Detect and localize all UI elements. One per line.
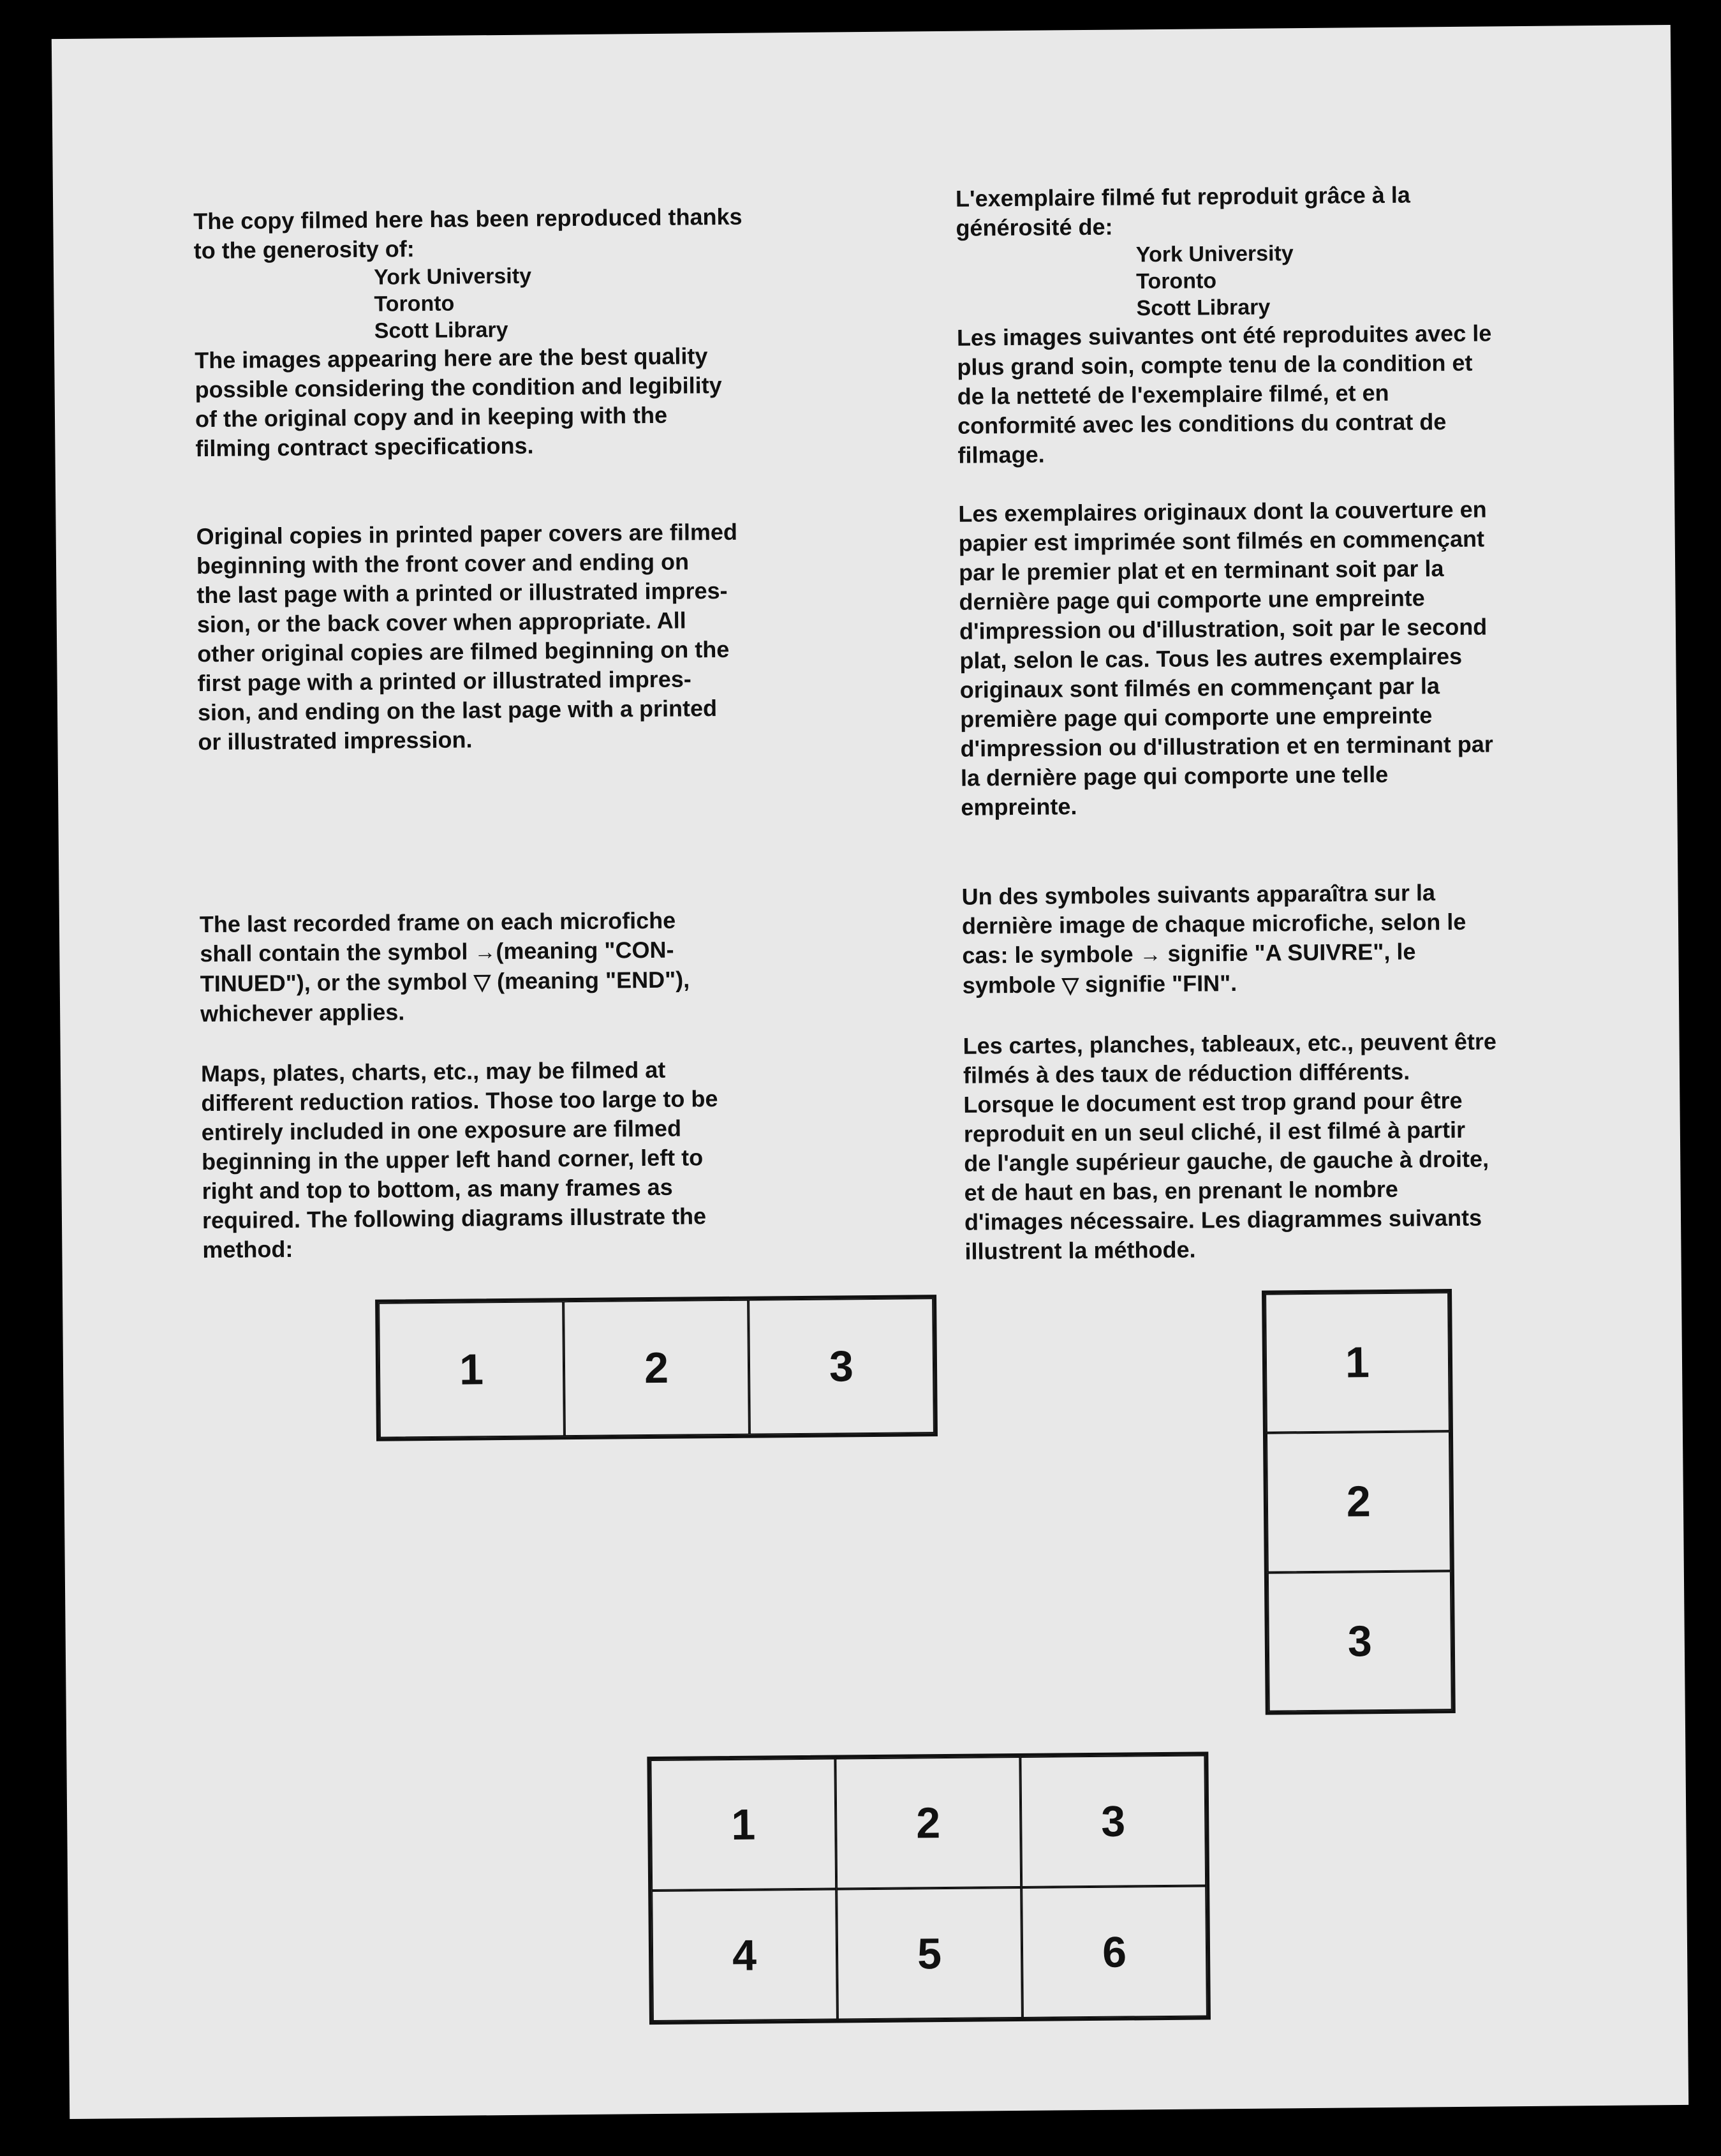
english-symbols-text-c: (meaning "END"), whichever applies.	[200, 966, 690, 1027]
grid-frame-diagram	[647, 1751, 1211, 2025]
diagram-frame: 4	[651, 1889, 838, 2022]
diagram-frame: 1	[378, 1301, 565, 1438]
english-intro: The copy filmed here has been reproduced thanks to the generosity of:	[193, 203, 742, 264]
horizontal-frame-diagram	[375, 1295, 938, 1441]
french-quality-note: Les images suivantes ont été reproduites avec le plus grand soin, compte tenu de la condition et de la netteté de l'exemplaire filmé, et en conformité avec les conditions du contrat de filmage.	[956, 320, 1492, 468]
french-library-address: York University Toronto Scott Library	[1135, 241, 1294, 321]
english-symbols-text-a: The last recorded frame on each microfiche shall contain the symbol	[199, 907, 676, 967]
french-maps-note: Les cartes, planches, tableaux, etc., peuvent être filmés à des taux de réduction différents. Lorsque le document est trop grand pour être reproduit en un seul cliché, il est filmé à partir de l'angle supérieur gauche, de gauche à droite, et de haut en bas, en prenant le nombre d'images nécessaire. Les diagrammes suivants illustrent la méthode.	[963, 1028, 1497, 1265]
english-symbols-text-b: (meaning "CON- TINUED"), or the symbol	[200, 936, 674, 997]
french-symbols-note	[961, 847, 1639, 1000]
diagram-frame: 3	[1020, 1755, 1206, 1887]
french-covers-note: Les exemplaires originaux dont la couverture en papier est imprimée sont filmés en commençant par le premier plat et en terminant soit par la dernière page qui comporte une empreinte d'impression ou d'illustration, soit par le second plat, selon le cas. Tous les autres exemplaires originaux sont filmés en commençant par la première page qui comporte une empreinte d'impression ou d'illustration et en terminant par la dernière page qui comporte une telle empreinte.	[958, 496, 1493, 821]
continued-arrow-icon: →	[474, 940, 496, 965]
diagram-frame: 1	[650, 1758, 836, 1891]
microfiche-target-page	[52, 25, 1688, 2119]
diagram-frame: 2	[835, 1757, 1021, 1889]
end-triangle-icon: ▽	[1061, 973, 1079, 998]
french-symbols-text-a: Un des symboles suivants apparaîtra sur la dernière image de chaque microfiche, selon le cas: le symbole	[961, 879, 1466, 969]
english-quality-note: The images appearing here are the best quality possible considering the condition and legibility of the original copy and in keeping with the filming contract specifications.	[195, 343, 722, 462]
diagram-frame: 3	[1267, 1571, 1452, 1712]
diagram-frame: 2	[563, 1300, 750, 1437]
end-triangle-icon: ▽	[473, 970, 491, 995]
diagram-frame: 5	[836, 1887, 1023, 2020]
english-covers-note: Original copies in printed paper covers are filmed beginning with the front cover and ending on the last page with a printed or illustrated impres- sion, or the back cover when appropriate. All other original copies are filmed beginning on the first page with a printed or illustrated impres- sion, and ending on the last page with a printed or illustrated impression.	[196, 518, 738, 755]
french-column	[956, 179, 1641, 1267]
diagram-frame: 2	[1266, 1431, 1451, 1572]
french-symbols-text-c: signifie "FIN".	[1078, 969, 1237, 998]
diagram-frame: 3	[748, 1298, 934, 1435]
english-symbols-note	[199, 875, 838, 1029]
english-library-address: York University Toronto Scott Library	[373, 264, 532, 343]
english-column	[193, 201, 840, 1265]
french-intro: L'exemplaire filmé fut reproduit grâce à la générosité de:	[955, 181, 1410, 241]
continued-arrow-icon: →	[1139, 942, 1162, 967]
english-maps-note: Maps, plates, charts, etc., may be filmed at different reduction ratios. Those too large to be entirely included in one exposure are filmed beginning in the upper left hand corner, left to right and top to bottom, as many frames as required. The following diagrams illustrate the method:	[200, 1056, 718, 1263]
diagram-frame: 6	[1021, 1885, 1208, 2018]
french-symbols-text-b: signifie "A SUIVRE", le symbole	[962, 938, 1416, 999]
vertical-frame-diagram	[1262, 1289, 1456, 1715]
diagram-frame: 1	[1265, 1292, 1450, 1433]
